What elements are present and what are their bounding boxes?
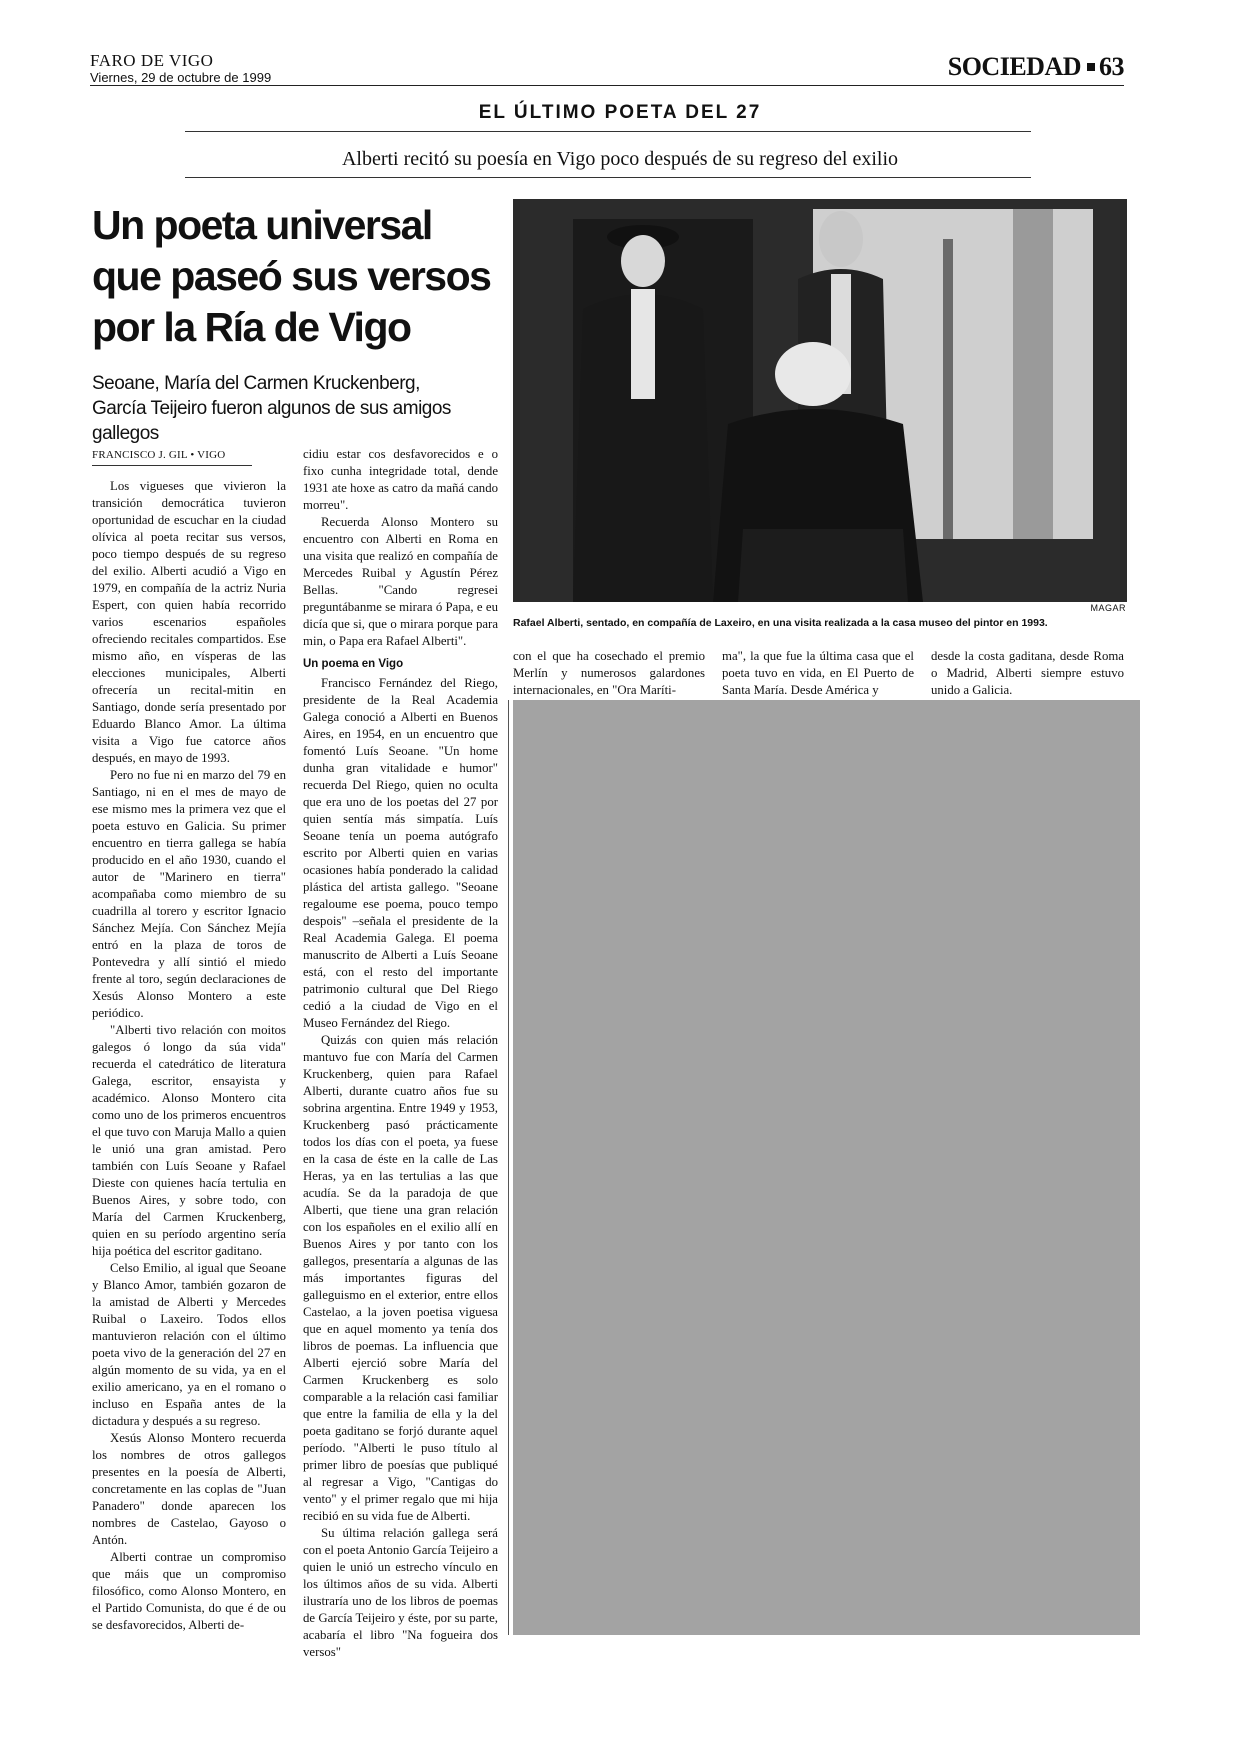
paragraph: Recuerda Alonso Montero su encuentro con Alberti en Roma en una visita que realizó en compañía de Mercedes Ruibal y Agustín Pérez Bellas. "Cando regresei preguntábanme se mirara ó Papa, e eu dicía que si, que o mirara porque para min, o Papa era Rafael Alberti".	[303, 515, 498, 648]
paragraph: Los vigueses que vivieron la transición democrática tuvieron oportunidad de escuchar en la ciudad olívica al poeta recitar sus versos, poco tiempo después de su regreso del exilio. Alberti acudió a Vigo en 1979, en compañía de la actriz Nuria Espert, con quien había recorrido varios escenarios españoles ofreciendo recitales compartidos. Ese mismo año, en vísperas de las elecciones municipales, Alberti ofrecería un recital-mitin en Santiago, donde sería presentado por Eduardo Blanco Amor. La última visita a Vigo fue catorce años después, en mayo de 1993.	[92, 479, 286, 765]
article-column-3	[513, 648, 705, 699]
paragraph: cidiu estar cos desfavorecidos e o fixo cunha integridade total, dende 1931 ate hoxe as catro da mañá cando morreu".	[303, 447, 498, 512]
paragraph: desde la costa gaditana, desde Roma o Madrid, Alberti siempre estuvo unido a Galicia.	[931, 649, 1124, 697]
article-column-5	[931, 648, 1124, 699]
article-column-2	[303, 446, 498, 1661]
header-rule	[90, 85, 1124, 86]
newspaper-name: FARO DE VIGO	[90, 51, 214, 70]
paragraph: Celso Emilio, al igual que Seoane y Blanco Amor, también gozaron de la amistad de Alberti y Mercedes Ruibal o Laxeiro. Todos ellos mantuvieron relación con el último poeta vivo de la generación del 27 en algún momento de su vida, ya en el exilio americano, ya en el romano o incluso en España antes de la dictadura y después a su regreso.	[92, 1261, 286, 1428]
paragraph: "Alberti tivo relación con moitos galegos ó longo da súa vida" recuerda el catedrático de literatura Galega, escritor, ensayista y académico. Alonso Montero cita como uno de los primeros encuentros el que tuvo con Maruja Mallo a quien le unió una gran amistad. Pero también con Luís Seoane y Rafael Dieste con quienes hacía tertulia en Buenos Aires, y sobre todo, con María del Carmen Kruckenberg, quien en su período argentino sería hija poética del escritor gaditano.	[92, 1023, 286, 1258]
masthead	[90, 52, 271, 85]
page-number: 63	[1099, 52, 1124, 81]
subkicker: Alberti recitó su poesía en Vigo poco después de su regreso del exilio	[341, 148, 899, 170]
column-rule	[508, 700, 509, 1635]
byline: FRANCISCO J. GIL • VIGO	[92, 449, 226, 461]
headline-line: Un poeta universal	[92, 202, 432, 248]
subhead: Un poema en Vigo	[303, 658, 404, 670]
issue-date: Viernes, 29 de octubre de 1999	[90, 70, 272, 85]
article-column-1	[92, 478, 286, 1634]
photo	[513, 199, 1127, 602]
square-bullet-icon	[1087, 63, 1095, 71]
headline-line: que paseó sus versos	[92, 253, 491, 299]
photo-credit: MAGAR	[1090, 603, 1126, 613]
paragraph: Alberti contrae un compromiso que máis que un compromiso filosófico, como Alonso Montero, en el Partido Comunista, do que é de ou se desfavorecidos, Alberti de-	[92, 1550, 286, 1632]
kicker-rule	[185, 131, 1031, 132]
article-column-4	[722, 648, 914, 699]
paragraph: Pero no fue ni en marzo del 79 en Santiago, ni en el mes de mayo de ese mismo mes la primera vez que el poeta estuvo en Galicia. Su primer encuentro en tierra gallega se había producido en el año 1930, cuando el autor de "Marinero en tierra" acompañaba como miembro de su cuadrilla al torero y escritor Ignacio Sánchez Mejía. Con Sánchez Mejía entró en la plaza de toros de Pontevedra y allí sintió el miedo frente al toro, según declaraciones de Xesús Alonso Montero a este periódico.	[92, 768, 286, 1020]
photo-illustration	[513, 199, 1127, 602]
paragraph: ma", la que fue la última casa que el poeta tuvo en vida, en El Puerto de Santa María. Desde América y	[722, 649, 914, 697]
paragraph: Su última relación gallega será con el poeta Antonio García Teijeiro a quien le unió un estrecho vínculo en los últimos años de su vida. Alberti ilustraría uno de los libros de poemas de García Teijeiro y éste, por su parte, acabaría el libro "Na fogueira dos versos"	[303, 1526, 499, 1659]
redacted-area	[513, 700, 1140, 1635]
paragraph: Francisco Fernández del Riego, presidente de la Real Academia Galega conoció a Alberti en Buenos Aires, en 1954, en un encuentro que fomentó Luís Seoane. "Un home dunha gran vitalidade e humor" recuerda Del Riego, quien no oculta que era uno de los poetas del 27 por quien sentía más simpatía. Luís Seoane tenía un poema autógrafo escrito por Alberti quien en varias ocasiones había ponderado la calidad plástica del artista gallego. "Seoane regaloume ese poema, pouco tempo despois" –señala el presidente de la Real Academia Galega. El poema manuscrito de Alberti a Luís Seoane está, con el resto del importante patrimonio cultural que Del Riego cedió a la ciudad de Vigo en el Museo Fernández del Riego.	[303, 676, 498, 1030]
headline	[92, 200, 492, 353]
subkicker-rule	[185, 177, 1031, 178]
kicker: EL ÚLTIMO POETA DEL 27	[478, 102, 762, 123]
paragraph: Quizás con quien más relación mantuvo fue con María del Carmen Kruckenberg, quien para Rafael Alberti, durante cuatro años fue su sobrina argentina. Entre 1949 y 1953, Kruckenberg pasó prácticamente todos los días con el poeta, ya fuese en la casa de éste en la calle de Las Heras, ya en las tertulias a las que acudía. Se da la paradoja de que Alberti, que tiene una gran relación con los españoles en el exilio allí en Buenos Aires y por tanto con los gallegos, presentaría a algunas de las más importantes figuras del galleguismo en el exterior, entre ellos Castelao, a la joven poetisa viguesa que en aquel momento ya tenía dos libros de poemas. La influencia que Alberti ejerció sobre María del Carmen Kruckenberg es solo comparable a la relación casi familiar que entre la familia de ella y la del poeta gaditano se forjó durante aquel período. "Alberti le puso título al primer libro de poesías que publiqué al regresar a Vigo, "Cantigas do vento" y el primer regalo que mi hija recibió en su vida fue de Alberti.	[303, 1033, 498, 1523]
byline-rule	[92, 465, 252, 466]
photo-caption: Rafael Alberti, sentado, en compañía de Laxeiro, en una visita realizada a la casa museo del pintor en 1993.	[513, 617, 1048, 629]
paragraph: Xesús Alonso Montero recuerda los nombres de otros gallegos presentes en la poesía de Alberti, concretamente en las coplas de "Juan Panadero" donde aparecen los nombres de Castelao, Gayoso o Antón.	[92, 1431, 286, 1547]
dek: Seoane, María del Carmen Kruckenberg, García Teijeiro fueron algunos de sus amigos gallegos	[92, 373, 451, 444]
headline-line: por la Ría de Vigo	[92, 304, 411, 350]
paragraph: con el que ha cosechado el premio Merlín y numerosos galardones internacionales, en "Ora Maríti-	[513, 649, 705, 697]
section-name: SOCIEDAD	[947, 52, 1081, 81]
section-label	[948, 52, 1124, 82]
